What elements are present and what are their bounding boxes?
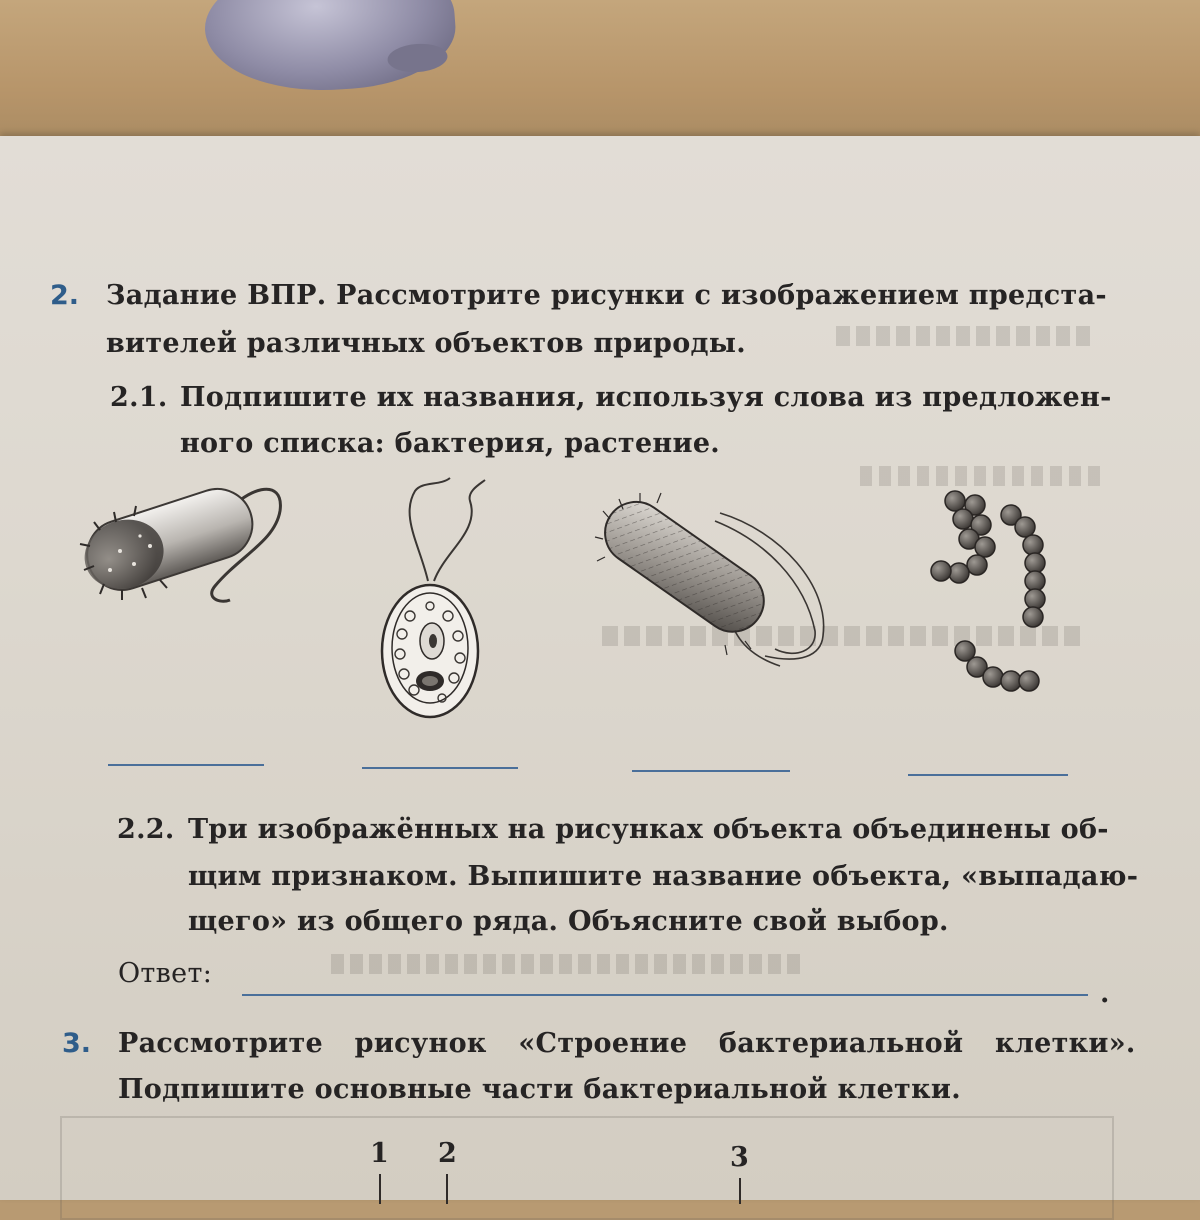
answer-line-2-2[interactable]: [242, 994, 1088, 996]
task-2-number: 2.: [50, 280, 80, 311]
answer-label: Ответ:: [118, 958, 213, 989]
answer-line-figure-3[interactable]: [632, 770, 790, 772]
answer-table-bleed: [60, 1116, 1114, 1220]
bleed-through-text: [830, 326, 1090, 346]
figure-label-3: 3: [730, 1142, 750, 1173]
figure-label-2: 2: [438, 1138, 458, 1169]
task-3-line1: Рассмотрите рисунок «Строение бактериальной клетки».: [118, 1028, 1136, 1059]
subtask-2-2-line2: щим признаком. Выпишите название объекта, «выпадаю-: [188, 861, 1139, 892]
task-3-line2: Подпишите основные части бактериальной клетки.: [118, 1074, 961, 1105]
label-pointer-3: [739, 1178, 741, 1204]
subtask-2-1-number: 2.1.: [110, 382, 168, 413]
table-surface: [0, 0, 1200, 150]
rod-bacterium-single-flagellum-icon: [70, 466, 300, 606]
coccus-chain-bacterium-icon: [925, 481, 1055, 711]
flagellated-plant-cell-icon: [370, 476, 490, 716]
bleed-through-text: [330, 954, 800, 974]
workbook-page: [0, 136, 1200, 1200]
subtask-2-2-line3: щего» из общего ряда. Объясните свой выбор.: [188, 906, 949, 937]
figure-label-1: 1: [370, 1138, 390, 1169]
answer-line-figure-1[interactable]: [108, 764, 264, 766]
answer-period: .: [1100, 978, 1110, 1009]
subtask-2-2-number: 2.2.: [117, 814, 175, 845]
hairy-rod-bacterium-icon: [595, 481, 835, 671]
subtask-2-1-line1: Подпишите их названия, используя слова из предложен-: [180, 382, 1112, 413]
answer-line-figure-2[interactable]: [362, 767, 518, 769]
subtask-2-2-line1: Три изображённых на рисунках объекта объединены об-: [188, 814, 1109, 845]
task-2-heading-line1: Задание ВПР. Рассмотрите рисунки с изображением предста-: [106, 280, 1107, 311]
task-2-heading-line2: вителей различных объектов природы.: [106, 328, 746, 359]
task-3-number: 3.: [62, 1028, 92, 1059]
subtask-2-1-line2: ного списка: бактерия, растение.: [180, 428, 721, 459]
answer-line-figure-4[interactable]: [908, 774, 1068, 776]
